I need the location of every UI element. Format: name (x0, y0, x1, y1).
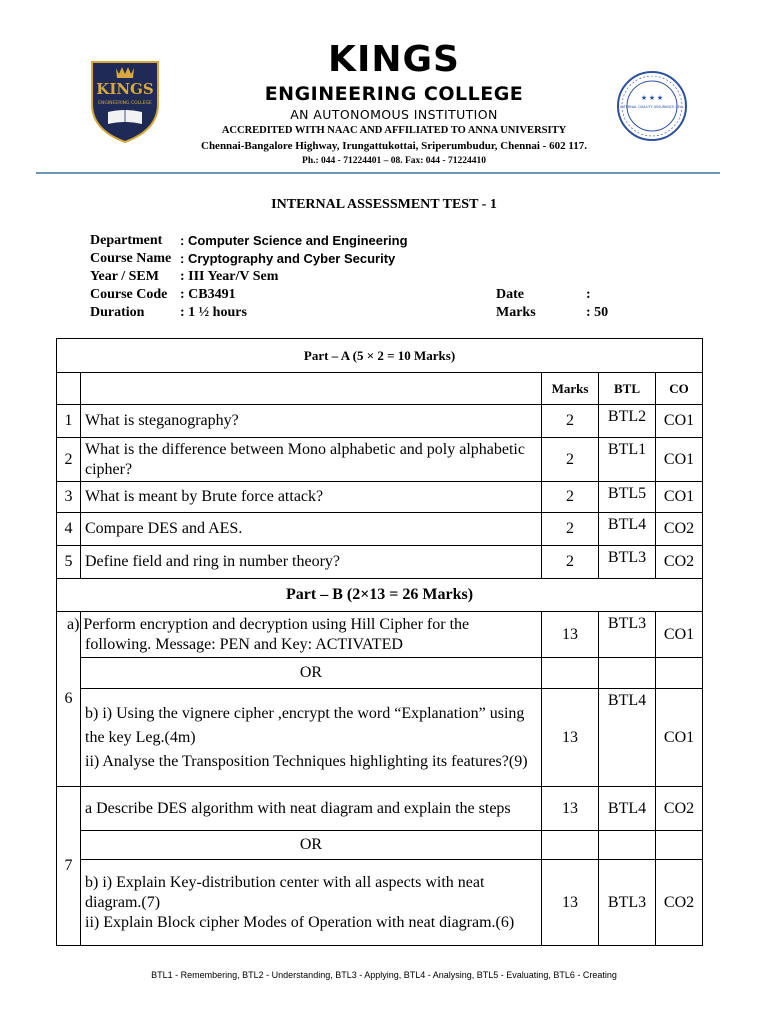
or-separator: OR (81, 831, 542, 860)
part-a-title: Part – A (5 × 2 = 10 Marks) (57, 339, 703, 373)
department-label: Department (90, 233, 163, 248)
course-name-value: : Cryptography and Cyber Security (180, 251, 396, 266)
or-row (57, 658, 703, 689)
svg-text:★ ★ ★: ★ ★ ★ (640, 94, 664, 102)
col-btl-header: BTL (599, 373, 656, 405)
question-number: 5 (57, 546, 81, 579)
crest-subtitle: ENGINEERING COLLEGE (98, 101, 152, 106)
test-title: INTERNAL ASSESSMENT TEST - 1 (271, 197, 497, 212)
crest-title: KINGS (96, 80, 154, 98)
question-co: CO1 (656, 482, 703, 513)
question-text: Compare DES and AES. (81, 513, 542, 546)
table-row (57, 438, 703, 482)
college-subtitle: ENGINEERING COLLEGE (264, 83, 524, 105)
question-marks: 2 (542, 438, 599, 482)
college-address: Chennai-Bangalore Highway, Irungattukottai, Sriperumbudur, Chennai - 602 117. (201, 140, 587, 152)
question-part-ii: ii) Explain Block cipher Modes of Operation with neat diagram.(6) (85, 913, 515, 931)
question-co: CO1 (656, 689, 703, 787)
question-co: CO2 (656, 787, 703, 831)
question-marks: 2 (542, 546, 599, 579)
table-row (57, 612, 703, 658)
question-text: Define field and ring in number theory? (81, 546, 542, 579)
question-marks: 13 (542, 787, 599, 831)
col-marks-header: Marks (542, 373, 599, 405)
question-number: 2 (57, 438, 81, 482)
question-co: CO2 (656, 513, 703, 546)
document-header (0, 0, 768, 175)
question-part-i: b) i) Using the vignere cipher ,encrypt the word “Explanation” using the key Leg.(4m) (85, 704, 525, 746)
question-text: What is steganography? (81, 405, 542, 438)
question-btl: BTL4 (599, 689, 656, 787)
duration-value: : 1 ½ hours (180, 305, 247, 320)
question-btl: BTL3 (599, 546, 656, 579)
seal-text: INTERNAL QUALITY ASSURANCE CELL (620, 105, 684, 109)
college-crest-logo (86, 54, 164, 144)
course-code-value: : CB3491 (180, 287, 236, 302)
or-separator: OR (81, 658, 542, 689)
marks-value: : 50 (586, 305, 609, 320)
question-number: 7 (57, 787, 81, 946)
course-name-label: Course Name (90, 251, 172, 266)
autonomous-status: AN AUTONOMOUS INSTITUTION (290, 107, 498, 122)
question-text: What is meant by Brute force attack? (81, 482, 542, 513)
year-sem-label: Year / SEM (90, 269, 159, 284)
question-text: a Describe DES algorithm with neat diagram and explain the steps (81, 787, 542, 831)
question-co: CO1 (656, 438, 703, 482)
question-co: CO1 (656, 405, 703, 438)
question-marks: 13 (542, 612, 599, 658)
year-sem-value: : III Year/V Sem (180, 269, 279, 284)
college-phone: Ph.: 044 - 71224401 – 08. Fax: 044 - 71224410 (302, 156, 486, 166)
question-table (56, 338, 703, 946)
table-row (57, 689, 703, 787)
question-part-ii: ii) Analyse the Transposition Techniques highlighting its features?(9) (85, 752, 528, 770)
question-co: CO1 (656, 612, 703, 658)
question-btl: BTL5 (599, 482, 656, 513)
header-divider (36, 172, 720, 174)
question-text: a) Perform encryption and decryption using Hill Cipher for the following. Message: PEN and Key: ACTIVATED (81, 612, 542, 658)
table-row (57, 513, 703, 546)
question-text (81, 689, 542, 787)
question-btl: BTL4 (599, 787, 656, 831)
or-row (57, 831, 703, 860)
part-b-header-row (57, 579, 703, 612)
iqac-seal-logo (616, 70, 688, 142)
question-btl: BTL4 (599, 513, 656, 546)
question-btl: BTL3 (599, 612, 656, 658)
table-row (57, 482, 703, 513)
question-btl: BTL3 (599, 860, 656, 946)
question-marks: 13 (542, 860, 599, 946)
duration-label: Duration (90, 305, 145, 320)
col-co-header: CO (656, 373, 703, 405)
question-btl: BTL1 (599, 438, 656, 482)
part-b-title: Part – B (2×13 = 26 Marks) (57, 579, 703, 612)
college-name: KINGS (328, 39, 460, 80)
question-part-i: b) i) Explain Key-distribution center with all aspects with neat diagram.(7) (85, 873, 485, 911)
btl-legend-footer: BTL1 - Remembering, BTL2 - Understanding, BTL3 - Applying, BTL4 - Analysing, BTL5 - Evaluating, BTL6 - Creating (151, 970, 617, 980)
course-code-label: Course Code (90, 287, 168, 302)
exam-info (90, 232, 650, 322)
question-btl: BTL2 (599, 405, 656, 438)
question-marks: 2 (542, 513, 599, 546)
question-number: 6 (57, 612, 81, 787)
table-row (57, 405, 703, 438)
question-marks: 2 (542, 482, 599, 513)
question-number: 3 (57, 482, 81, 513)
department-value: : Computer Science and Engineering (180, 233, 408, 248)
question-co: CO2 (656, 860, 703, 946)
college-name-block (168, 40, 620, 168)
table-row (57, 860, 703, 946)
table-row (57, 546, 703, 579)
marks-label: Marks (496, 305, 536, 320)
question-text: What is the difference between Mono alphabetic and poly alphabetic cipher? (81, 438, 542, 482)
part-a-header-row (57, 339, 703, 373)
date-label: Date (496, 287, 524, 302)
question-marks: 2 (542, 405, 599, 438)
question-co: CO2 (656, 546, 703, 579)
question-number: 4 (57, 513, 81, 546)
accreditation-line: ACCREDITED WITH NAAC AND AFFILIATED TO ANNA UNIVERSITY (221, 125, 567, 136)
question-number: 1 (57, 405, 81, 438)
table-row (57, 787, 703, 831)
question-marks: 13 (542, 689, 599, 787)
question-text (81, 860, 542, 946)
column-header-row (57, 373, 703, 405)
date-value: : (586, 287, 591, 302)
